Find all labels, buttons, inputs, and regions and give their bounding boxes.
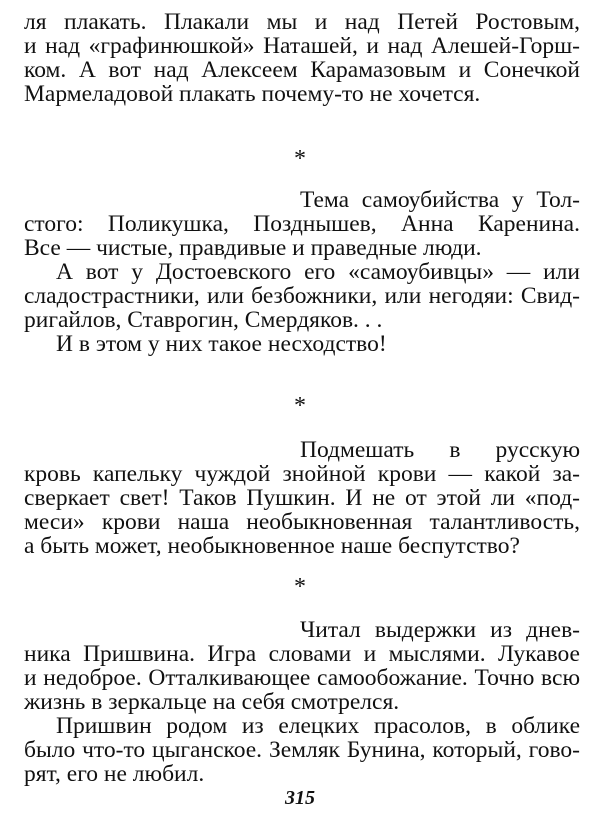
text-line: кровь капельку чуждой знойной крови — какой за- xyxy=(24,461,580,487)
text-line: Мармеладовой плакать почему-то не хочется. xyxy=(24,81,481,107)
text-line: рят, его не любил. xyxy=(24,761,205,787)
text-line: и над «графинюшкой» Наташей, и над Алешей-Горш- xyxy=(24,33,580,59)
text-line: стого: Поликушка, Позднышев, Анна Каренина. xyxy=(24,211,580,237)
text-line: меси» крови наша необыкновенная талантливость, xyxy=(24,509,580,535)
text-line: ника Пришвина. Игра словами и мыслями. Лукавое xyxy=(24,641,580,667)
text-line: было что-то цыганское. Земляк Бунина, который, гово- xyxy=(24,737,580,763)
text-line: сверкает свет! Таков Пушкин. И не от этой ли «под- xyxy=(24,485,580,511)
text-line: и недоброе. Отталкивающее самообожание. Точно всю xyxy=(24,665,580,691)
text-line: сладострастники, или безбожники, или негодяи: Свид- xyxy=(24,283,580,309)
section-separator: * xyxy=(294,393,306,419)
text-line: А вот у Достоевского его «самоубивцы» — или xyxy=(56,259,580,285)
text-line: ля плакать. Плакали мы и над Петей Ростовым, xyxy=(24,9,580,35)
section-separator: * xyxy=(294,146,306,172)
text-line: Все — чистые, правдивые и праведные люди. xyxy=(24,235,482,261)
text-line: а быть может, необыкновенное наше беспутство? xyxy=(24,533,520,559)
text-line: Читал выдержки из днев- xyxy=(300,617,580,643)
text-line: ригайлов, Ставрогин, Смердяков. . . xyxy=(24,307,383,333)
page-number: 315 xyxy=(285,787,315,809)
section-separator: * xyxy=(294,574,306,600)
text-line: И в этом у них такое несходство! xyxy=(56,331,387,357)
text-line: Подмешать в русскую xyxy=(300,437,580,463)
text-line: ком. А вот над Алексеем Карамазовым и Сонечкой xyxy=(24,57,580,83)
text-line: Тема самоубийства у Тол- xyxy=(300,187,580,213)
text-line: Пришвин родом из елецких прасолов, в облике xyxy=(56,713,580,739)
text-line: жизнь в зеркальце на себя смотрелся. xyxy=(24,689,400,715)
